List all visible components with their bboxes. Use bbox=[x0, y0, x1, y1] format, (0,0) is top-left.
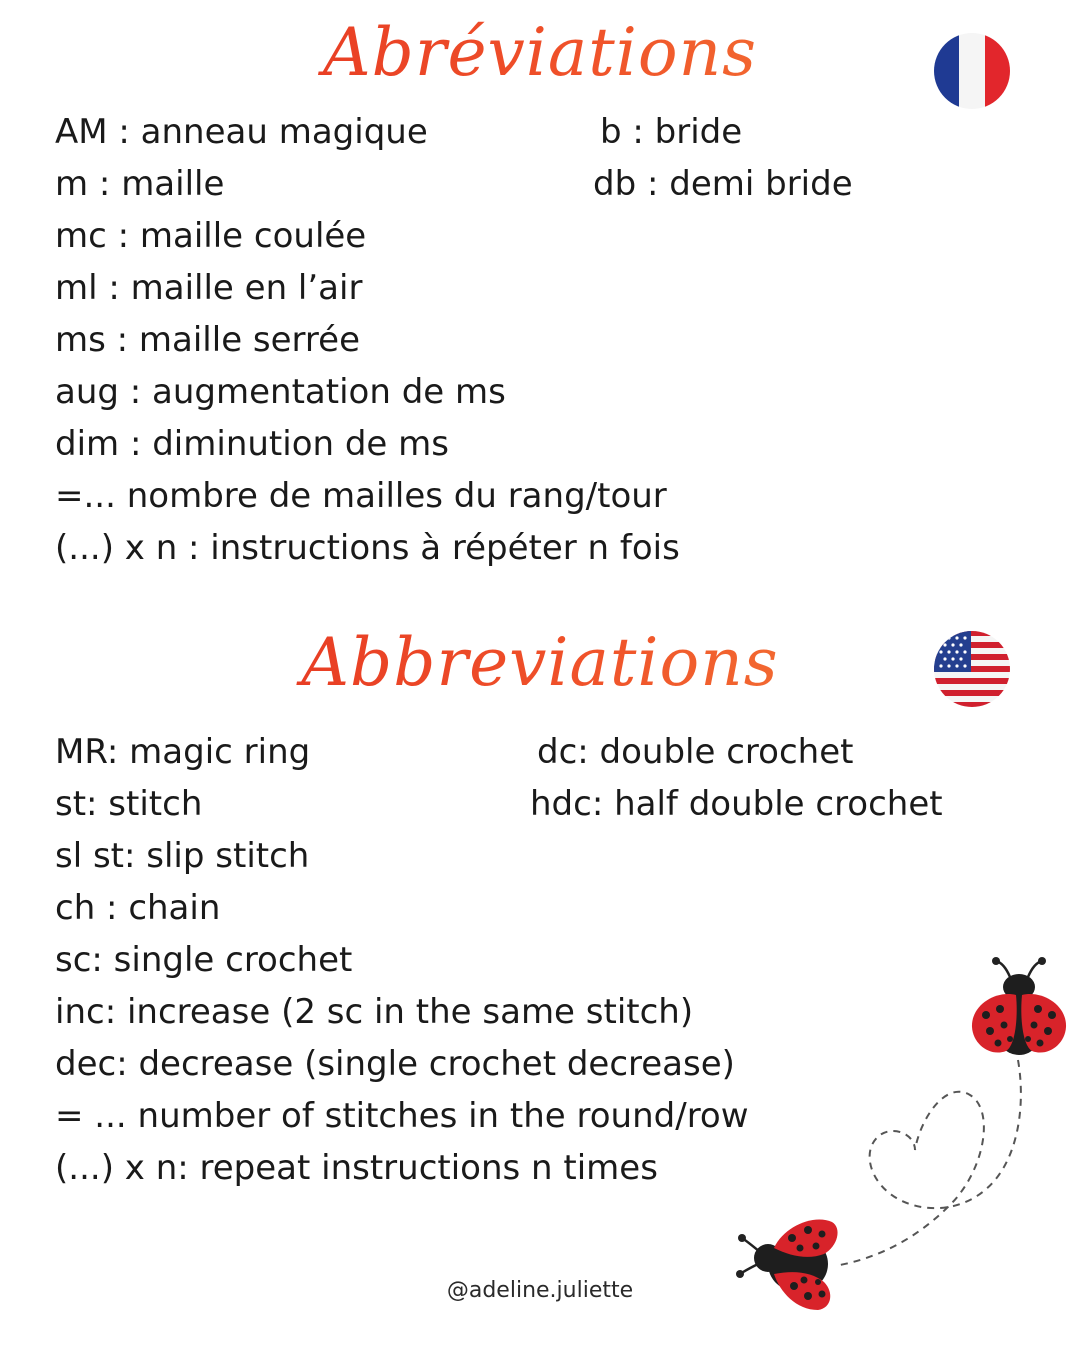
list-item: hdc: half double crochet bbox=[530, 784, 943, 824]
list-item: ml : maille en l’air bbox=[55, 268, 363, 308]
list-item: sl st: slip stitch bbox=[55, 836, 310, 876]
author-handle: @adeline.juliette bbox=[446, 1278, 634, 1303]
french-flag-icon bbox=[933, 32, 1011, 110]
list-item: mc : maille coulée bbox=[55, 216, 367, 256]
dashed-heart-trail bbox=[820, 1040, 1040, 1280]
us-flag-icon bbox=[933, 630, 1011, 708]
list-item: MR: magic ring bbox=[55, 732, 311, 772]
english-title: Abbreviations bbox=[0, 624, 1080, 701]
list-item: dc: double crochet bbox=[537, 732, 854, 772]
list-item: b : bride bbox=[600, 112, 743, 152]
list-item: =... nombre de mailles du rang/tour bbox=[55, 476, 667, 516]
list-item: ch : chain bbox=[55, 888, 221, 928]
list-item: AM : anneau magique bbox=[55, 112, 428, 152]
list-item: dec: decrease (single crochet decrease) bbox=[55, 1044, 735, 1084]
list-item: st: stitch bbox=[55, 784, 203, 824]
list-item: aug : augmentation de ms bbox=[55, 372, 506, 412]
ladybug-icon bbox=[966, 955, 1072, 1063]
list-item: db : demi bride bbox=[593, 164, 853, 204]
list-item: (...) x n : instructions à répéter n fois bbox=[55, 528, 680, 568]
list-item: inc: increase (2 sc in the same stitch) bbox=[55, 992, 694, 1032]
list-item: dim : diminution de ms bbox=[55, 424, 449, 464]
list-item: ms : maille serrée bbox=[55, 320, 361, 360]
french-title: Abréviations bbox=[0, 14, 1080, 91]
list-item: sc: single crochet bbox=[55, 940, 353, 980]
list-item: = ... number of stitches in the round/row bbox=[55, 1096, 749, 1136]
list-item: (...) x n: repeat instructions n times bbox=[55, 1148, 658, 1188]
list-item: m : maille bbox=[55, 164, 225, 204]
